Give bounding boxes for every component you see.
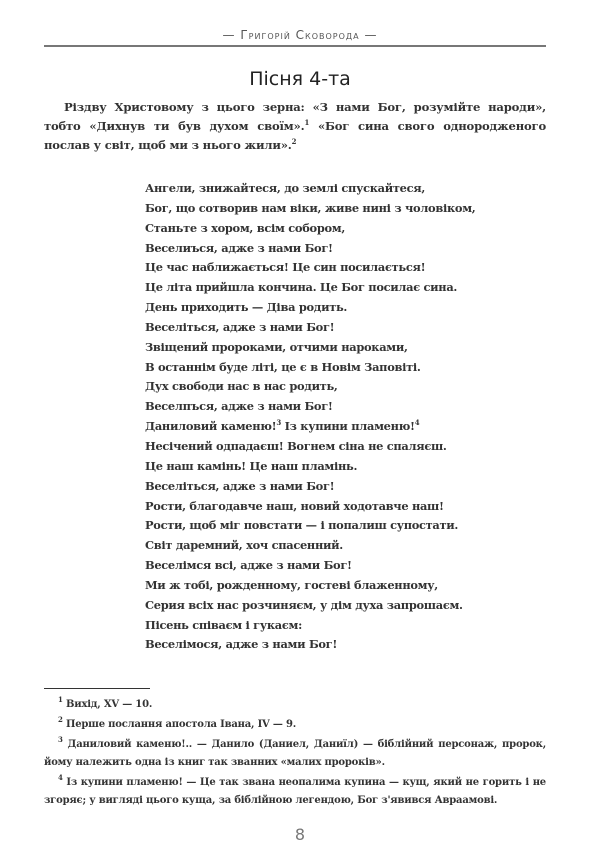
footnote-ref-4[interactable]: 4 [414, 418, 420, 428]
poem-line: Ангели, знижайтеся, до землі спускайтеся, [145, 181, 425, 195]
poem-line: Це літа прийшла кончина. Це Бог посилає сина. [145, 280, 458, 295]
footnote-text: Даниловий каменю!.. — Данило (Даниел, Даниїл) — біблійний персонаж, пророк, йому належить одна із книг так званних «малих пророків». [44, 739, 546, 768]
footnote-number: 4 [58, 773, 63, 782]
intro-text-2: «Бог сина свого однородженого послав у світ, щоб ми з нього жили». [44, 119, 546, 152]
footnote-ref-2[interactable]: 2 [291, 137, 297, 146]
poem-line: Веселімося, адже з нами Бог! [145, 637, 338, 652]
poem-line: Це час наближається! Це син посилається! [145, 260, 426, 275]
footnote-number: 2 [58, 715, 63, 724]
poem [145, 179, 505, 655]
footnote-text: Перше послання апостола Івана, IV — 9. [65, 719, 297, 730]
page-number: 8 [294, 825, 306, 844]
poem-line: Це наш камінь! Це наш пламінь. [145, 458, 358, 473]
footnote [44, 716, 546, 734]
poem-line: Світ даремний, хоч спасенний. [145, 538, 343, 553]
footnotes [44, 696, 546, 812]
poem-line: Дух свободи нас в нас родить, [145, 379, 338, 394]
footnote-number: 3 [58, 735, 63, 744]
poem-line: Рости, щоб міг повстати — і попалиш супостати. [145, 518, 459, 533]
poem-line: Ми ж тобі, рожденному, гостеві блаженному, [145, 577, 438, 592]
poem-line: Веселіться, адже з нами Бог! [145, 319, 335, 334]
poem-line: Станьте з хором, всім собором, [145, 220, 346, 235]
poem-line: Рости, благодавче наш, новий ходотавче наш! [145, 498, 444, 513]
footnote [44, 774, 546, 810]
poem-line: Бог, що сотворив нам віки, живе нині з чоловіком, [145, 200, 476, 215]
page-title: Пісня 4-та [249, 68, 351, 90]
header-rule [44, 45, 546, 47]
footnote-ref-3[interactable]: 3 [276, 418, 281, 428]
poem-line: Веселпъся, адже з нами Бог! [145, 399, 333, 414]
footnote [44, 736, 546, 772]
footnote-text: Вихід, XV — 10. [65, 699, 153, 710]
intro-paragraph [44, 98, 546, 155]
running-head: — Григорій Сковорода — [222, 28, 378, 42]
footnote-number: 1 [58, 695, 63, 704]
footnote [44, 696, 546, 714]
poem-line: Серия всіх нас розчиняєм, у дім духа запрошаєм. [145, 597, 463, 612]
footnote-ref-1[interactable]: 1 [304, 118, 310, 127]
poem-line: Звіщений пророками, отчими нароками, [145, 339, 408, 354]
intro-text-1: Різдву Христовому з цього зерна: «З нами Бог, розумійте народи», тобто «Дихнув ти був духом своїм». [44, 100, 546, 133]
footnote-text: Із купини пламеню! — Це так звана неопалима купина — кущ, який не горить і не згоряє; у вигляді цього куща, за біблійною легендою, Бог з'явився Авраамові. [44, 777, 546, 806]
footnote-rule [44, 688, 150, 689]
poem-line [145, 417, 505, 437]
poem-line: Пісень співаєм і гукаєм: [145, 617, 302, 632]
poem-line: Веселиъся, адже з нами Бог! [145, 240, 333, 255]
poem-line: Несічений одпадаєш! Вогнем сіна не спаляєш. [145, 438, 447, 453]
poem-line: Веселіться, адже з нами Бог! [145, 478, 335, 493]
poem-line: Веселімся всі, адже з нами Бог! [145, 558, 352, 573]
poem-line: День приходить — Діва родить. [145, 300, 348, 315]
poem-line-part: Даниловий каменю! [145, 419, 277, 434]
poem-line-part: Із купини пламеню! [280, 419, 415, 434]
poem-line: В останнім буде літі, це є в Новім Заповіті. [145, 359, 421, 374]
